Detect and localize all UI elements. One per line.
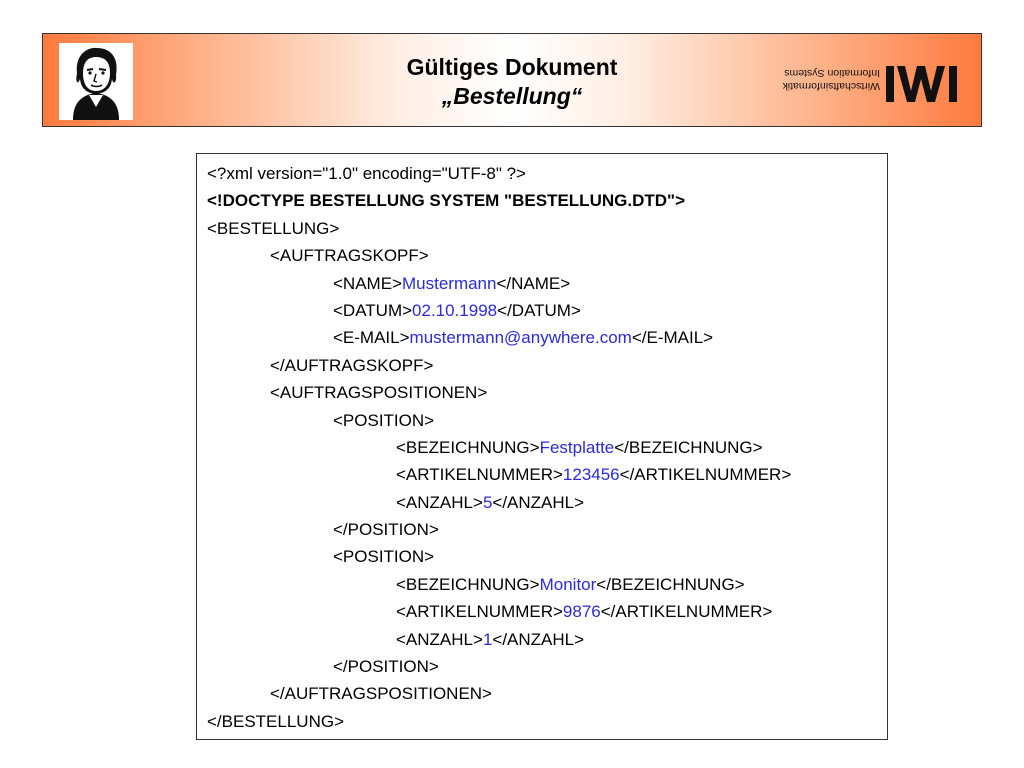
email-close-tag: </E-MAIL>: [631, 328, 714, 348]
positionen-open-tag: <AUFTRAGSPOSITIONEN>: [270, 383, 488, 403]
artikelnummer-value: 123456: [562, 465, 620, 485]
logo-text: [768, 66, 880, 92]
bestellung-close-tag: </BESTELLUNG>: [207, 711, 345, 731]
email-value: mustermann@anywhere.com: [409, 328, 632, 348]
artikelnummer-value: 9876: [562, 602, 601, 622]
page-title: Gültiges Dokument: [406, 54, 618, 80]
iwi-logo: [768, 64, 958, 104]
artikelnummer-open-tag: <ARTIKELNUMMER>: [396, 602, 563, 622]
position2-artikelnummer: [207, 598, 887, 625]
position1-artikelnummer: [207, 461, 887, 488]
bezeichnung-open-tag: <BEZEICHNUNG>: [396, 437, 540, 457]
bezeichnung-close-tag: </BEZEICHNUNG>: [614, 437, 763, 457]
name-close-tag: </NAME>: [496, 273, 571, 293]
datum-element: [207, 297, 887, 324]
position2-close-tag: </POSITION>: [333, 657, 439, 677]
position2-open-tag: <POSITION>: [333, 547, 435, 567]
email-element: [207, 324, 887, 351]
anzahl-value: 1: [482, 629, 493, 649]
logo-line-1: Wirtschaftsinformatik: [782, 80, 880, 92]
positionen-close-tag: </AUFTRAGSPOSITIONEN>: [270, 684, 492, 704]
artikelnummer-close-tag: </ARTIKELNUMMER>: [600, 602, 773, 622]
title-block: [243, 52, 781, 110]
bezeichnung-close-tag: </BEZEICHNUNG>: [596, 574, 745, 594]
goethe-portrait-icon: [59, 43, 133, 120]
bestellung-open-tag: <BESTELLUNG>: [207, 218, 340, 238]
anzahl-open-tag: <ANZAHL>: [396, 492, 483, 512]
artikelnummer-open-tag: <ARTIKELNUMMER>: [396, 465, 563, 485]
position1-bezeichnung: [207, 434, 887, 461]
position2-bezeichnung: [207, 571, 887, 598]
name-element: [207, 270, 887, 297]
logo-line-2: Information Systems: [784, 67, 880, 79]
xml-declaration: <?xml version="1.0" encoding="UTF-8" ?>: [207, 164, 526, 183]
xml-code-box: [196, 153, 888, 740]
xml-doctype: <!DOCTYPE BESTELLUNG SYSTEM "BESTELLUNG.DTD">: [207, 191, 685, 211]
name-value: Mustermann: [401, 273, 497, 293]
header-banner: [42, 33, 982, 127]
position1-open-tag: <POSITION>: [333, 410, 435, 430]
anzahl-value: 5: [482, 492, 493, 512]
bezeichnung-open-tag: <BEZEICHNUNG>: [396, 574, 540, 594]
bezeichnung-value: Monitor: [539, 574, 597, 594]
anzahl-close-tag: </ANZAHL>: [492, 629, 585, 649]
position1-anzahl: [207, 489, 887, 516]
anzahl-close-tag: </ANZAHL>: [492, 492, 585, 512]
bezeichnung-value: Festplatte: [539, 437, 615, 457]
name-open-tag: <NAME>: [333, 273, 402, 293]
page-subtitle: „Bestellung“: [441, 83, 583, 109]
auftragskopf-close-tag: </AUFTRAGSKOPF>: [270, 355, 434, 375]
anzahl-open-tag: <ANZAHL>: [396, 629, 483, 649]
email-open-tag: <E-MAIL>: [333, 328, 410, 348]
position2-anzahl: [207, 626, 887, 653]
auftragskopf-open-tag: <AUFTRAGSKOPF>: [270, 246, 429, 266]
datum-value: 02.10.1998: [412, 300, 498, 320]
artikelnummer-close-tag: </ARTIKELNUMMER>: [619, 465, 792, 485]
datum-open-tag: <DATUM>: [333, 300, 413, 320]
position1-close-tag: </POSITION>: [333, 520, 439, 540]
datum-close-tag: </DATUM>: [497, 300, 581, 320]
iwi-logo-icon: [885, 64, 959, 104]
